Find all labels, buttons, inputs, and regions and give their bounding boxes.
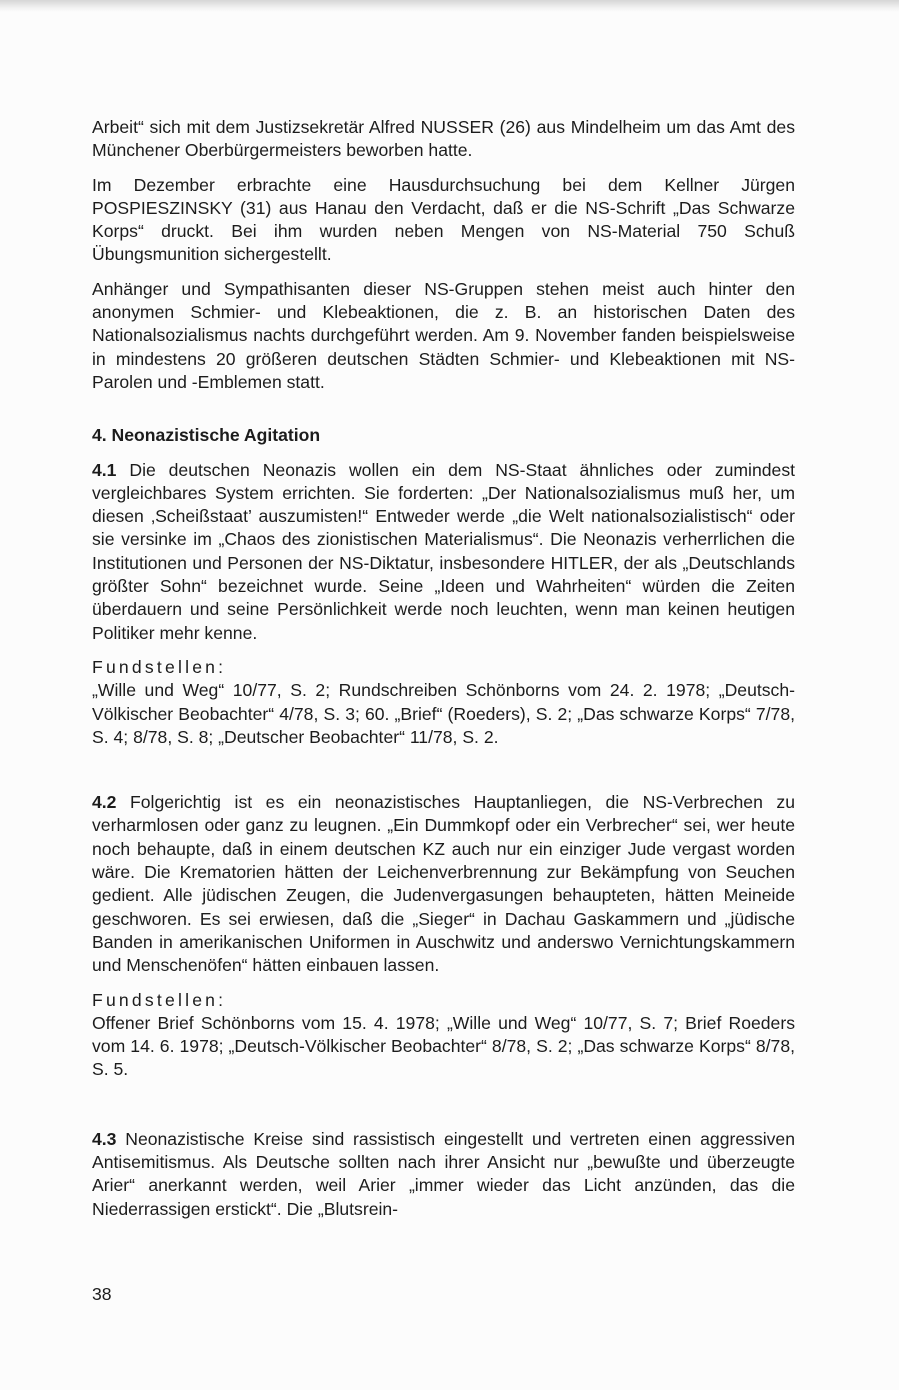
section-4-3-number: 4.3 — [92, 1128, 117, 1149]
section-heading: 4. Neonazistische Agitation — [92, 425, 321, 446]
section-4-1-text: Die deutschen Neonazis wollen ein dem NS-Staat ähnliches oder zumindest vergleichbares System errichten. Sie forderten: „Der Nationalsozialismus muß her, um diesen ‚Scheißstaat’ auszumisten!“ Entweder werde „die Welt nationalsozialistisch“ oder sie versinke im „Chaos des zionistischen Materialismus“. Die Neonazis verherrlichen die Institutionen und Personen der NS-Diktatur, insbesondere HITLER, der als „Deutschlands größter Sohn“ bezeichnet wurde. Seine „Ideen und Wahrheiten“ würden die Zeiten überdauern und seine Persönlichkeit werde noch leuchten, wenn man keinen heutigen Politiker mehr kenne. — [92, 459, 795, 643]
page-number: 38 — [92, 1284, 112, 1304]
section-4-1 — [92, 459, 795, 645]
section-4-2-number: 4.2 — [92, 792, 117, 813]
section-4-2 — [92, 791, 795, 977]
paragraph-schmieraktionen: Anhänger und Sympathisanten dieser NS-Gruppen stehen meist auch hinter den anonymen Schmier- und Klebeaktionen, die z. B. an historischen Daten des Nationalsozialismus nachts durchgeführt werden. Am 9. November fanden beispielsweise in mindestens 20 größeren deutschen Städten Schmier- und Klebeaktionen mit NS-Parolen und -Emblemen statt. — [92, 278, 795, 392]
scan-top-edge — [0, 0, 899, 12]
document-page — [92, 116, 795, 1221]
section-4-1-number: 4.1 — [92, 459, 117, 480]
paragraph-pospieszinsky: Im Dezember erbrachte eine Hausdurchsuchung bei dem Kellner Jürgen POSPIESZINSKY (31) aus Hanau den Verdacht, daß er die NS-Schrift „Das Schwarze Korps“ druckt. Bei ihm wurden neben Mengen von NS-Material 750 Schuß Übungsmunition sichergestellt. — [92, 174, 795, 265]
sources-label-4-2: Fundstellen: — [92, 989, 227, 1010]
section-4-3 — [92, 1128, 795, 1221]
sources-label-4-1: Fundstellen: — [92, 656, 227, 677]
section-4-2-text: Folgerichtig ist es ein neonazistisches Hauptanliegen, die NS-Verbrechen zu verharmlosen oder ganz zu leugnen. „Ein Dummkopf oder ein Verbrecher“ sei, wer heute noch behaupte, daß in einem deutschen KZ auch nur ein einziger Jude vergast worden wäre. Die Krematorien hätten der Leichenverbrennung zur Bekämpfung von Seuchen gedient. Alle jüdischen Zeugen, die Judenvergasungen behaupteten, hätten Meineide geschworen. Es sei erwiesen, daß die „Sieger“ in Dachau Gaskammern und „jüdische Banden in amerikanischen Uniformen in Auschwitz und anderswo Vernichtungskammern und Menschenöfen“ hätten einbauen lassen. — [92, 792, 795, 976]
section-4-3-text: Neonazistische Kreise sind rassistisch eingestellt und vertreten einen aggressiven Antisemitismus. Als Deutsche sollten nach ihrer Ansicht nur „bewußte und überzeugte Arier“ anerkannt werden, weil Arier „immer wieder das Licht anzünden, das die Niederrassigen erstickt“. Die „Blutsrein- — [92, 1128, 795, 1219]
sources-4-1: „Wille und Weg“ 10/77, S. 2; Rundschreiben Schönborns vom 24. 2. 1978; „Deutsch-Völkischer Beobachter“ 4/78, S. 3; 60. „Brief“ (Roeders), S. 2; „Das schwarze Korps“ 7/78, S. 4; 8/78, S. 8; „Deutscher Beobachter“ 11/78, S. 2. — [92, 680, 795, 747]
sources-4-2: Offener Brief Schönborns vom 15. 4. 1978; „Wille und Weg“ 10/77, S. 7; Brief Roeders vom 14. 6. 1978; „Deutsch-Völkischer Beobachter“ 8/78, S. 2; „Das schwarze Korps“ 8/78, S. 5. — [92, 1012, 795, 1080]
paragraph-nusser: Arbeit“ sich mit dem Justizsekretär Alfred NUSSER (26) aus Mindelheim um das Amt des Münchener Oberbürgermeisters beworben hatte. — [92, 117, 795, 161]
